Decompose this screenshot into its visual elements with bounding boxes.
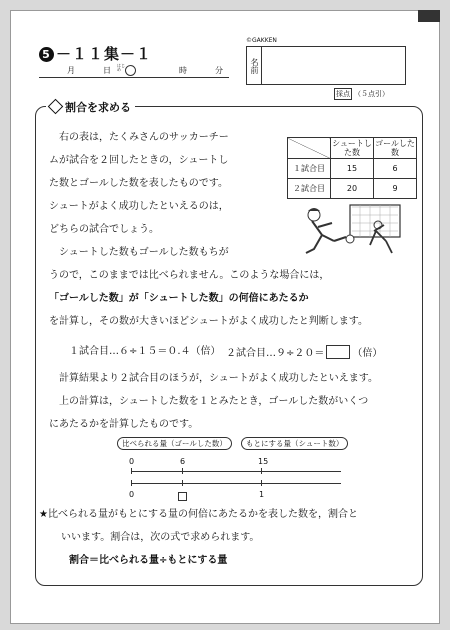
table-row: １試合目 15 6 <box>288 159 417 179</box>
calc-line-1: １試合目…６÷１５＝０.４（倍） <box>69 346 221 357</box>
text-line: を計算し，その数が大きいほどシュートがよく成功したと判断します。 <box>49 316 368 327</box>
table-row: ２試合目 20 9 <box>288 179 417 199</box>
table-header: ゴールした数 <box>375 139 415 157</box>
text-line: どちらの試合でしょう。 <box>49 224 159 235</box>
start-label: はじめ <box>117 63 125 72</box>
calc-line-2: ２試合目…９÷２０＝ （倍） <box>226 345 382 361</box>
text-line: にあたるかを計算したものです。 <box>49 419 199 430</box>
date-time-row <box>39 63 229 78</box>
text-line: シュートした数もゴールした数もちが <box>59 247 229 258</box>
definition-line: いいます。割合は，次の式で求められます。 <box>61 532 260 543</box>
soccer-illustration <box>294 201 404 263</box>
score-badge: 採点 <box>336 90 350 98</box>
minute-label: 分 <box>215 66 223 75</box>
corner-tab <box>418 10 440 22</box>
tick-label: 0 <box>129 457 135 466</box>
month-label: 月 <box>67 66 75 75</box>
tick-label: 15 <box>258 457 269 466</box>
blank-box <box>178 492 187 501</box>
tick-label: 1 <box>259 490 265 499</box>
publisher-mark: ©GAKKEN <box>246 37 277 44</box>
text-line: 計算結果より２試合目のほうが，シュートがよく成功したといえます。 <box>59 373 378 384</box>
compared-amount-label: 比べられる量（ゴールした数） <box>117 437 232 450</box>
day-label: 日 <box>103 66 111 75</box>
ratio-formula: 割合＝比べられる量÷もとにする量 <box>69 555 228 566</box>
number-line-top <box>131 471 341 472</box>
clock-icon <box>125 65 136 76</box>
score-table <box>287 137 417 199</box>
number-line-bottom <box>131 483 341 484</box>
hour-label: 時 <box>179 66 187 75</box>
tick-label: 0 <box>129 490 135 499</box>
definition-line: ★比べられる量がもとにする量の何倍にあたるかを表した数を，割合と <box>39 509 358 520</box>
tick-label: 6 <box>180 457 186 466</box>
table-header: シュートした数 <box>332 139 372 157</box>
text-line: 右の表は，たくみさんのサッカーチー <box>59 132 229 143</box>
table-corner <box>288 138 331 159</box>
diamond-icon <box>48 99 64 115</box>
score-note: 採点 （５点引） <box>336 90 389 98</box>
text-line: 上の計算は，シュートした数を１とみたとき，ゴールした数がいくつ <box>59 396 369 407</box>
unit-title: 5 －１１集－１ <box>39 43 152 64</box>
key-phrase: 「ゴールした数」が「シュートした数」の何倍にあたるか <box>49 293 309 304</box>
text-line: シュートがよく成功したといえるのは， <box>49 201 229 212</box>
name-label: 名前 <box>247 47 262 84</box>
text-line: うので，このままでは比べられません。このような場合には， <box>49 270 330 281</box>
text-line: た数とゴールした数を表したものです。 <box>49 178 228 189</box>
unit-number-badge: 5 <box>39 47 54 62</box>
worksheet-page <box>10 10 440 624</box>
name-field[interactable] <box>246 46 406 85</box>
text-line: ムが試合を２回したときの，シュートし <box>49 155 229 166</box>
answer-box[interactable] <box>326 345 350 359</box>
base-amount-label: もとにする量（シュート数） <box>241 437 348 450</box>
section-heading: 割合を求める <box>46 99 135 115</box>
